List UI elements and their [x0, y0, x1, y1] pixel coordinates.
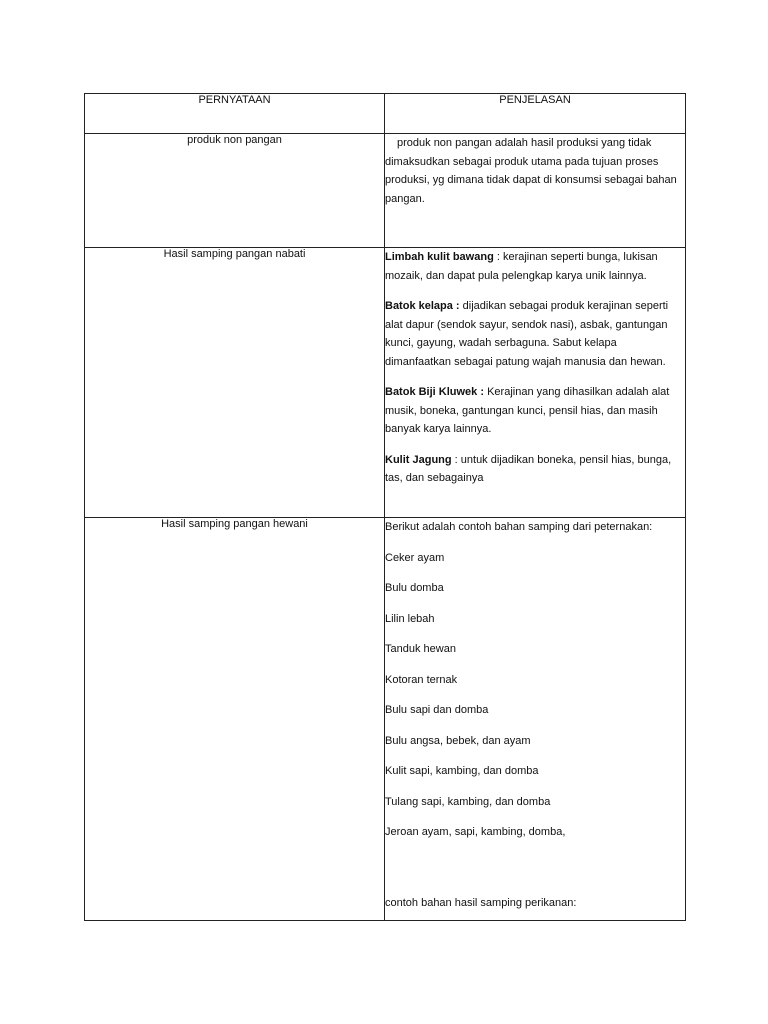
- row-explanation: [385, 248, 686, 518]
- row-statement: produk non pangan: [85, 134, 385, 248]
- header-penjelasan: PENJELASAN: [385, 94, 686, 134]
- item-text: : kerajinan seperti bunga, lukisan mozaik, dan dapat pula pelengkap karya unik lainnya.: [385, 251, 658, 282]
- list-item: Bulu sapi dan domba: [385, 704, 489, 716]
- header-pernyataan: PERNYATAAN: [85, 94, 385, 134]
- outro-text: contoh bahan hasil samping perikanan:: [385, 896, 577, 909]
- item-term: Batok kelapa :: [385, 300, 460, 312]
- item-term: Batok Biji Kluwek :: [385, 386, 485, 398]
- list-item: Kulit sapi, kambing, dan domba: [385, 765, 539, 777]
- list-item: [385, 248, 685, 285]
- table-header-row: [85, 94, 686, 134]
- item-text: Kerajinan yang dihasilkan adalah alat musik, boneka, gantungan kunci, pensil hias, dan masih banyak karya lainnya.: [385, 386, 670, 435]
- row-statement: Hasil samping pangan nabati: [85, 248, 385, 518]
- item-term: Kulit Jagung: [385, 453, 452, 466]
- item-text: : untuk dijadikan boneka, pensil hias, bunga, tas, dan sebagainya: [385, 453, 672, 484]
- list-item: [385, 383, 685, 439]
- list-item: Kotoran ternak: [385, 673, 458, 686]
- table-row: [85, 248, 686, 518]
- list-item: Tulang sapi, kambing, dan domba: [385, 795, 551, 808]
- list-item: [385, 297, 685, 371]
- list-item: Ceker ayam: [385, 551, 445, 564]
- item-term: Limbah kulit bawang: [385, 251, 494, 263]
- list-item: Bulu domba: [385, 582, 444, 594]
- table-row: [85, 518, 686, 921]
- row-explanation: [385, 518, 686, 921]
- list-item: Bulu angsa, bebek, dan ayam: [385, 734, 531, 747]
- item-text: dijadikan sebagai produk kerajinan seperti alat dapur (sendok sayur, sendok nasi), asbak, gantungan kunci, gayung, wadah serbaguna. Sabut kelapa dimanfaatkan sebagai patung wajah manusia dan hewan.: [385, 300, 669, 368]
- row-statement: Hasil samping pangan hewani: [85, 518, 385, 921]
- table-row: [85, 134, 686, 248]
- list-item: Jeroan ayam, sapi, kambing, domba,: [385, 826, 566, 838]
- statement-table: [84, 93, 686, 921]
- list-item: Lilin lebah: [385, 612, 435, 625]
- list-item: [385, 451, 685, 488]
- row-explanation: [385, 134, 686, 248]
- list-item: Tanduk hewan: [385, 643, 456, 655]
- explanation-text: produk non pangan adalah hasil produksi yang tidak dimaksudkan sebagai produk utama pada tujuan proses produksi, yg dimana tidak dapat di konsumsi sebagai bahan pangan.: [385, 137, 677, 205]
- blank-space: [385, 854, 685, 894]
- intro-text: Berikut adalah contoh bahan samping dari peternakan:: [385, 521, 653, 533]
